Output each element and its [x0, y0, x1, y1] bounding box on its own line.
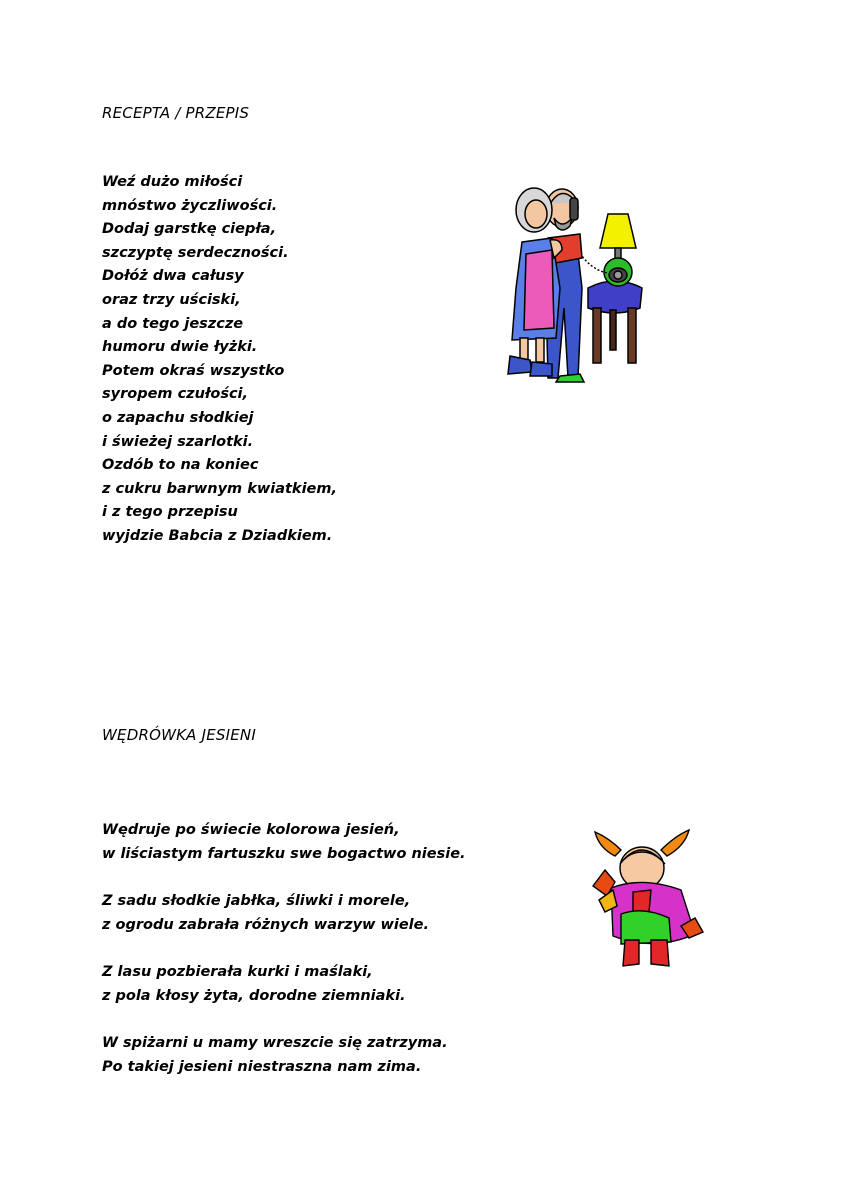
poem-line: szczyptę serdeczności. [102, 244, 289, 261]
poem-line: i świeżej szarlotki. [102, 433, 254, 450]
girl-pants [621, 911, 671, 944]
poem-line: Potem okraś wszystko [102, 362, 285, 379]
poem-stanza [102, 889, 466, 937]
poem-line: o zapachu słodkiej [102, 409, 254, 426]
poem-line: Wędruje po świecie kolorowa jesień, [102, 822, 400, 838]
poem2-body [102, 818, 466, 1102]
poem-stanza [102, 818, 466, 866]
poem-line: Po takiej jesieni niestraszna nam zima. [102, 1059, 422, 1075]
grandparents-hug-illustration [490, 178, 645, 383]
poem-line: mnóstwo życzliwości. [102, 197, 278, 214]
poem-line: Ozdób to na koniec [102, 457, 259, 474]
poem-line: w liściastym fartuszku swe bogactwo niesie. [102, 846, 466, 862]
poem1-title: RECEPTA / PRZEPIS [102, 104, 250, 122]
poem-line: Dołóż dwa całusy [102, 268, 244, 285]
poem-stanza [102, 1031, 466, 1079]
poem1-body [102, 171, 337, 549]
poem-line: z pola kłosy żyta, dorodne ziemniaki. [102, 988, 406, 1004]
poem-line: wyjdzie Babcia z Dziadkiem. [102, 527, 333, 544]
hair-right [661, 830, 689, 856]
poem-line: Z lasu pozbierała kurki i maślaki, [102, 964, 373, 980]
poem-line: i z tego przepisu [102, 504, 238, 521]
poem2-title: WĘDRÓWKA JESIENI [102, 726, 256, 744]
poem-line: syropem czułości, [102, 386, 249, 403]
girl-with-leaves-illustration [585, 826, 710, 974]
poem-line: W spiżarni u mamy wreszcie się zatrzyma. [102, 1035, 448, 1051]
hair-left [595, 832, 621, 856]
poem-line: z cukru barwnym kwiatkiem, [102, 480, 338, 497]
poem-stanza [102, 960, 466, 1008]
side-table [588, 281, 642, 363]
poem-line: oraz trzy uściski, [102, 291, 241, 308]
poem-line: Weź dużo miłości [102, 174, 243, 190]
poem-line: Z sadu słodkie jabłka, śliwki i morele, [102, 893, 411, 909]
poem-line: humoru dwie łyżki. [102, 339, 258, 356]
poem-line: Dodaj garstkę ciepła, [102, 221, 277, 238]
poem-line: a do tego jeszcze [102, 315, 244, 332]
poem-line: z ogrodu zabrała różnych warzyw wiele. [102, 917, 429, 933]
